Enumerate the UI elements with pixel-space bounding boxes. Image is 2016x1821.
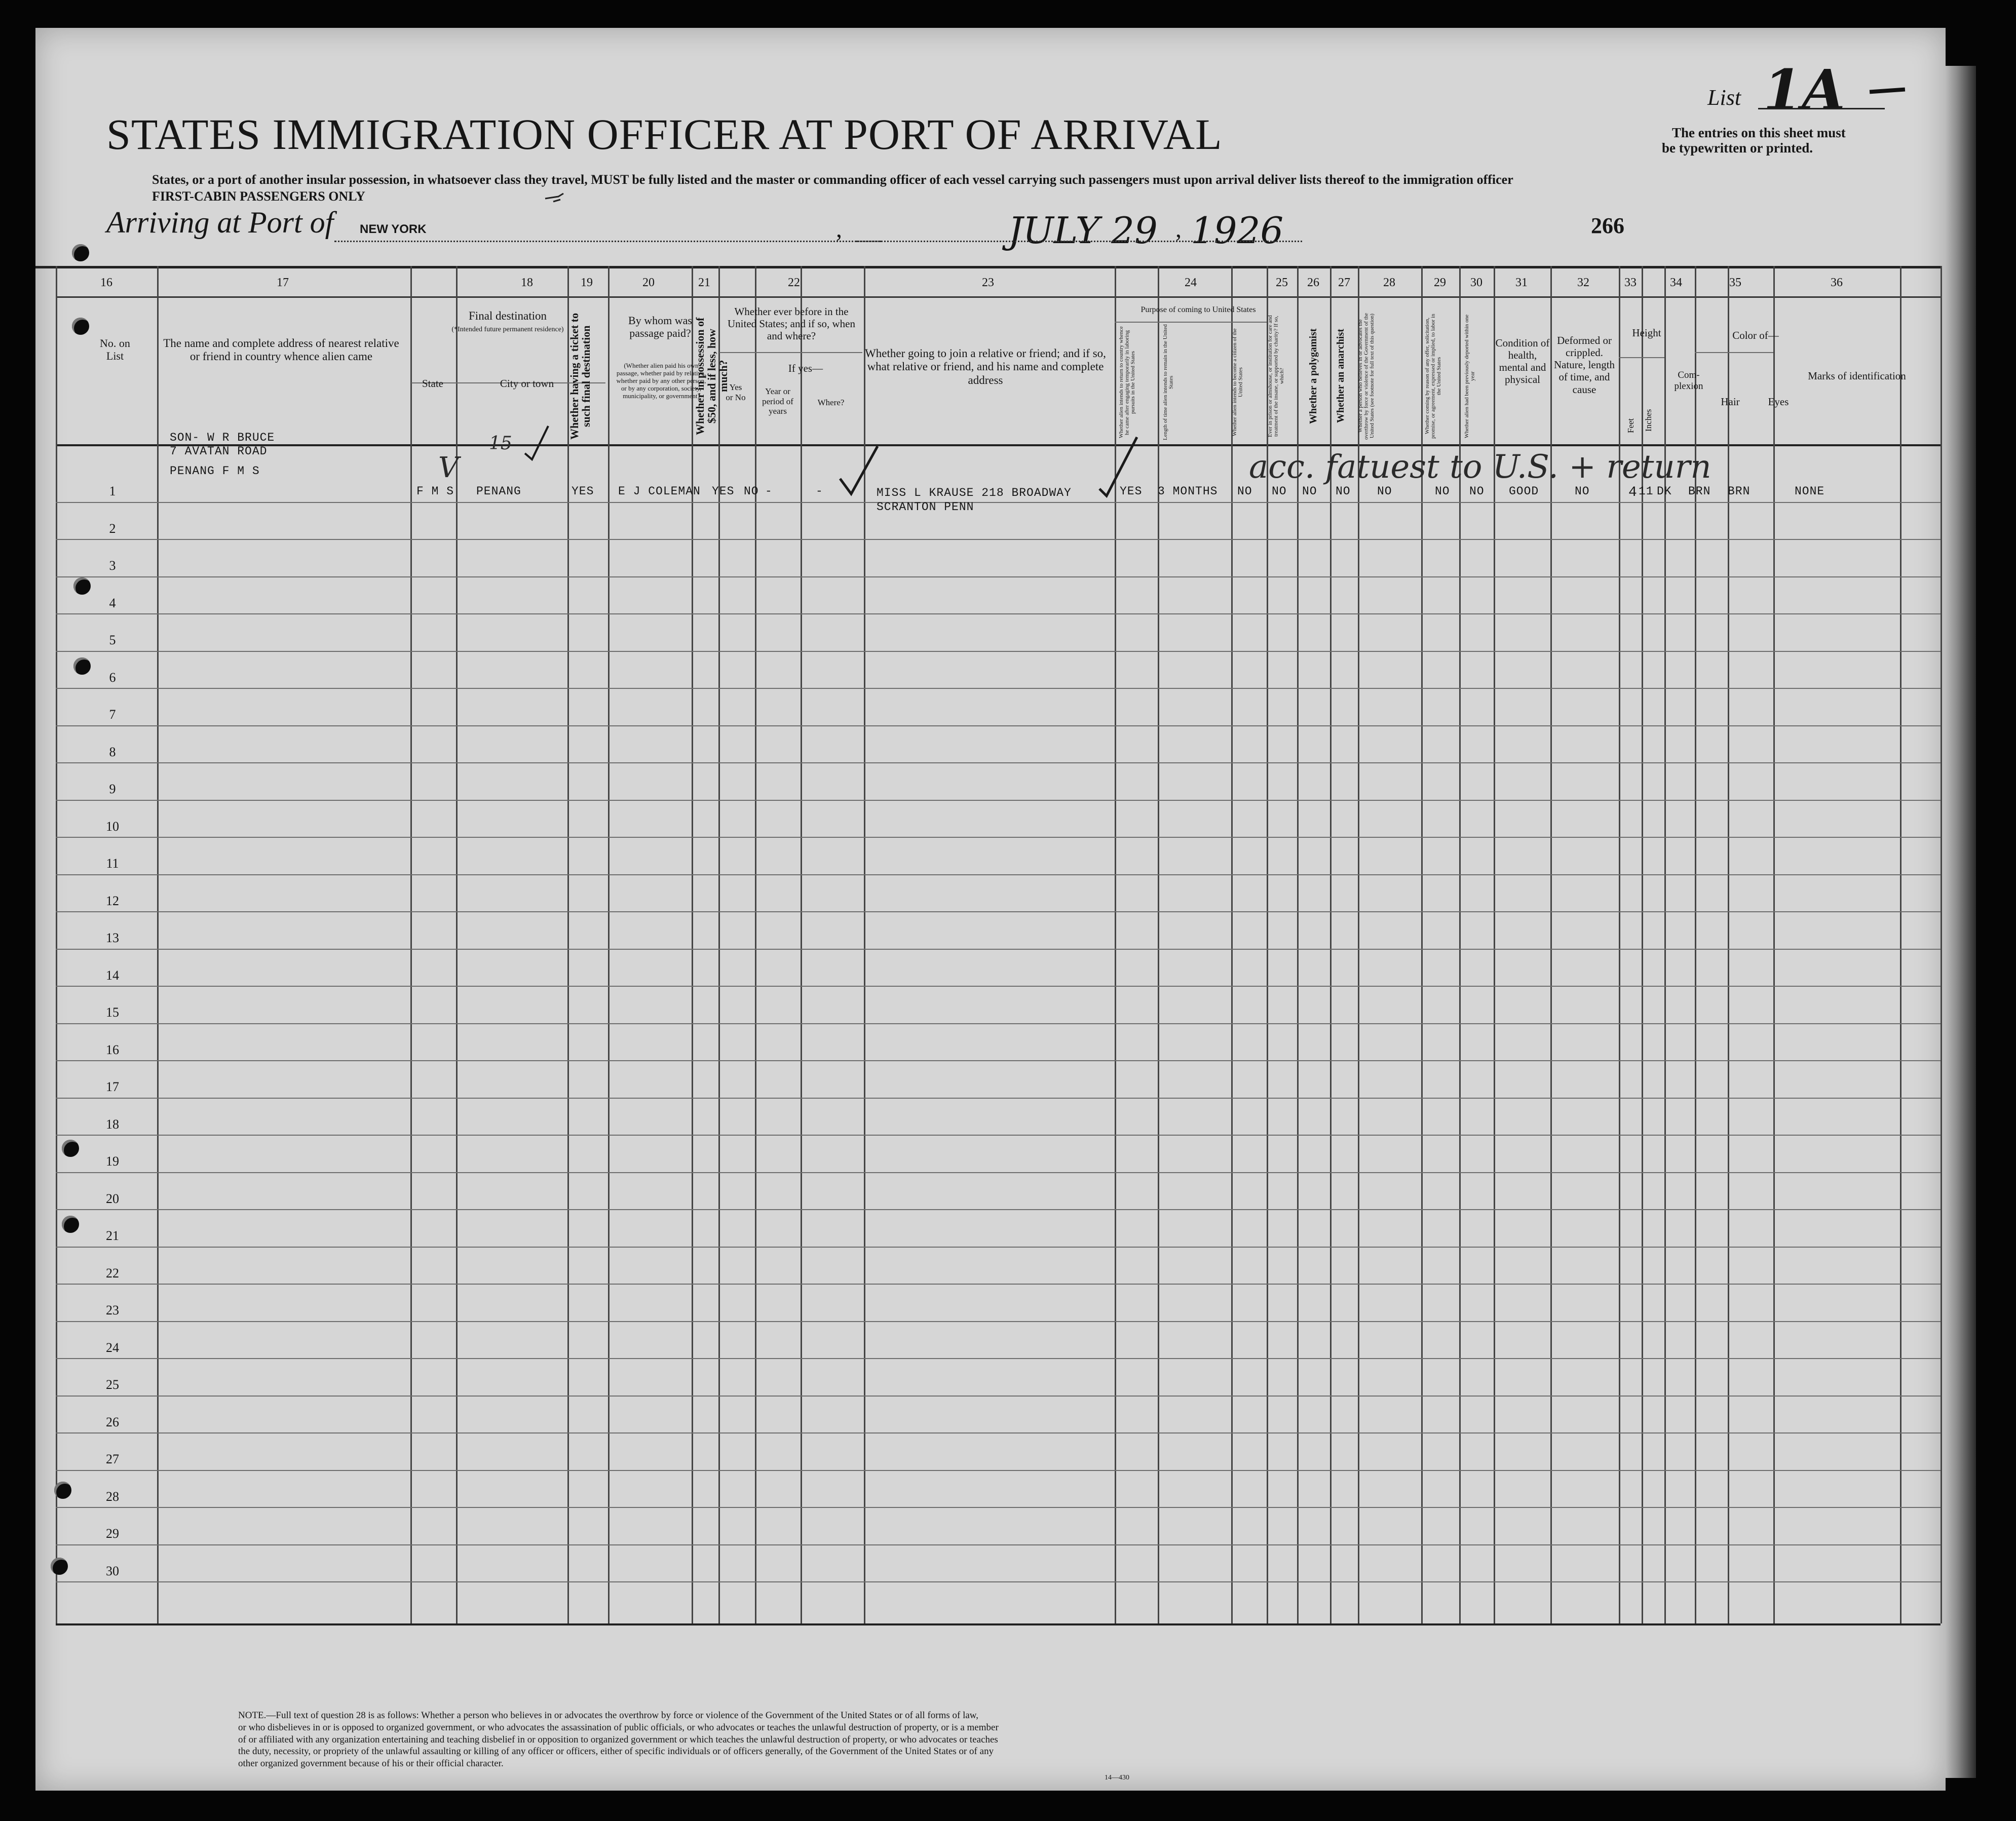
column-number: 34 xyxy=(1670,276,1682,289)
arriving-date: JULY 29 xyxy=(1008,209,1158,252)
row-rule xyxy=(56,949,1941,950)
column-rule xyxy=(1231,266,1233,1623)
footnote-label: NOTE. xyxy=(238,1710,267,1721)
header-ever-before: Whether ever before in the United States; and if so, when and where? xyxy=(728,305,855,342)
punch-hole-icon xyxy=(62,1140,79,1157)
row-rule xyxy=(56,1470,1941,1471)
header-final-destination: Final destination xyxy=(469,309,547,322)
column-number: 36 xyxy=(1831,276,1843,289)
class-line: FIRST-CABIN PASSENGERS ONLY xyxy=(152,189,365,204)
column-number: 19 xyxy=(581,276,593,289)
arriving-port: NEW YORK xyxy=(360,222,427,236)
entry-q29: NO xyxy=(1435,485,1450,498)
header-sub-rule xyxy=(755,352,862,353)
header-sub-rule xyxy=(1115,322,1267,323)
punch-hole-icon xyxy=(51,1558,68,1575)
handwritten-state-mark: V xyxy=(438,451,459,484)
row-number: 15 xyxy=(106,1005,119,1020)
row-rule xyxy=(56,762,1941,763)
row-number: 22 xyxy=(106,1265,119,1281)
header-passage-paid: By whom was passage paid? xyxy=(628,314,692,340)
column-rule xyxy=(608,266,610,1623)
footnote-line-2: or who disbelieves in or is opposed to organized government, or who advocates the assassination of public officials, or who advocates or teaches the unlawful destruction of property, or is a member xyxy=(238,1722,999,1733)
entry-complexion: DK xyxy=(1657,485,1672,498)
row-rule xyxy=(56,688,1941,689)
port-dots xyxy=(334,241,882,242)
header-sub-rule xyxy=(1619,357,1664,358)
row-rule xyxy=(56,837,1941,838)
entry-paid-by: E J COLEMAN xyxy=(618,485,701,498)
header-eyes: Eyes xyxy=(1768,396,1789,408)
colnum-rule xyxy=(56,296,1941,298)
header-deformed: Deformed or crippled. Nature, length of time, and cause xyxy=(1553,334,1615,396)
row-number: 6 xyxy=(109,670,116,685)
tick-mark-icon xyxy=(543,192,568,208)
entry-feet: 4 xyxy=(1628,485,1638,500)
list-number: 1A xyxy=(1763,57,1845,123)
entry-purpose-a: YES xyxy=(1120,485,1143,498)
header-year-period: Year or period of years xyxy=(762,386,793,416)
handwritten-city-mark: 15 xyxy=(489,433,512,454)
row-number: 16 xyxy=(106,1042,119,1057)
manifest-sheet xyxy=(35,28,1946,1791)
header-polygamist: Whether a polygamist xyxy=(1308,328,1319,424)
arriving-label: Arriving at Port of xyxy=(106,206,334,239)
header-if-yes: If yes— xyxy=(788,362,823,374)
row-number: 10 xyxy=(106,819,119,834)
column-rule xyxy=(410,266,412,1623)
header-marks: Marks of identification xyxy=(1808,370,1906,382)
row-number: 13 xyxy=(106,931,119,945)
row-rule xyxy=(56,1023,1941,1024)
column-number: 24 xyxy=(1185,276,1197,289)
footnote-line-5: other organized government because of his or their official character. xyxy=(238,1758,504,1769)
column-rule xyxy=(718,266,720,1623)
entry-length: 3 MONTHS xyxy=(1158,485,1218,498)
header-possession-50: Whether in possession of $50, and if less, how much? xyxy=(694,317,730,435)
row-rule xyxy=(56,800,1941,801)
check-mark-icon xyxy=(1094,433,1143,499)
row-rule xyxy=(56,1135,1941,1136)
entry-join-line1: MISS L KRAUSE 218 BROADWAY xyxy=(877,486,1072,499)
column-number: 32 xyxy=(1577,276,1589,289)
header-city: City or town xyxy=(500,377,554,390)
row-number: 2 xyxy=(109,521,116,536)
row-rule xyxy=(56,651,1941,652)
page-subtitle: States, or a port of another insular possession, in whatsoever class they travel, MUST be fully listed and the master or commanding officer of each vessel carrying such passengers must upon arrival deliver lists thereof to the immigration officer xyxy=(152,172,1513,187)
punch-hole-icon xyxy=(72,318,89,335)
column-number: 33 xyxy=(1624,276,1637,289)
list-label: List xyxy=(1707,85,1741,110)
header-purpose-c: Whether alien intends to become a citizen of the United States xyxy=(1232,328,1244,437)
footnote-line-4: the duty, necessity, or propriety of the unlawful assaulting or killing of any officer or officers, either of specific individuals or of officers generally, of the Government of the United States or of any xyxy=(238,1746,994,1757)
column-number: 29 xyxy=(1434,276,1446,289)
column-rule xyxy=(692,266,693,1623)
row-rule xyxy=(56,1396,1941,1397)
row-rule xyxy=(56,576,1941,577)
column-number: 31 xyxy=(1515,276,1528,289)
handwritten-note: acc. fatuest to U.S. + return xyxy=(1249,448,1711,486)
list-dash xyxy=(1870,88,1905,94)
header-purpose-b: Length of time alien intends to remain in the United States xyxy=(1162,324,1174,441)
entry-q28: NO xyxy=(1377,485,1392,498)
header-complexion: Com-plexion xyxy=(1674,370,1703,392)
column-rule xyxy=(1773,266,1775,1623)
entry-marks: NONE xyxy=(1795,485,1825,498)
row-rule xyxy=(56,1247,1941,1248)
header-state: State xyxy=(422,377,443,390)
header-anarchist: Whether an anarchist xyxy=(1335,329,1346,423)
row-number: 11 xyxy=(106,856,119,871)
header-join-relative: Whether going to join a relative or friend; and if so, what relative or friend, and his name and complete address xyxy=(865,347,1106,386)
row-number: 25 xyxy=(106,1377,119,1392)
row-rule xyxy=(56,1507,1941,1508)
row-rule xyxy=(56,1358,1941,1359)
row-rule xyxy=(56,1209,1941,1210)
row-rule xyxy=(56,613,1941,614)
footnote-line-3: of or affiliated with any organization entertaining and teaching disbelief in or opposition to organized government or which teaches the unlawful destruction of property, or who advocates or teaches xyxy=(238,1734,998,1745)
row-rule xyxy=(56,911,1941,912)
header-q28: Whether a person who believes in or advocates the overthrow by force or violence of the Government of the United States (see footnote for full text of this question) xyxy=(1357,313,1376,440)
entry-where: - xyxy=(816,485,823,498)
row-rule xyxy=(56,1432,1941,1433)
row-rule xyxy=(56,1544,1941,1545)
header-yes-no: Yes or No xyxy=(726,382,746,402)
entry-deformed: NO xyxy=(1575,485,1590,498)
row-number: 21 xyxy=(106,1228,119,1243)
header-passage-paid-note: (Whether alien paid his own passage, whether paid by relative, whether paid by any other person, or by any corporation, society, municipality, or government) xyxy=(616,362,706,400)
punch-hole-icon xyxy=(54,1482,71,1499)
comma-2: , xyxy=(1175,216,1182,243)
form-number: 14—430 xyxy=(1105,1774,1129,1781)
entry-prison: NO xyxy=(1272,485,1287,498)
entry-relative-line2: 7 AVATAN ROAD xyxy=(170,445,268,458)
header-q29: Whether coming by reason of any offer, solicitation, promise, or agreement, expressed or implied, to labor in the United States xyxy=(1424,314,1442,439)
row-number: 5 xyxy=(109,633,116,647)
row-number: 12 xyxy=(106,893,119,908)
column-number: 25 xyxy=(1276,276,1288,289)
column-number: 22 xyxy=(788,276,800,289)
entries-note: The entries on this sheet must xyxy=(1672,125,1846,140)
column-number: 16 xyxy=(100,276,112,289)
footnote-line-1: —Full text of question 28 is as follows: Whether a person who believes in or advocates the overthrow by force or violence of the Government of the United States or of all forms of law, xyxy=(266,1710,979,1721)
punch-hole-icon xyxy=(73,577,91,595)
row-number: 17 xyxy=(106,1079,119,1094)
entry-q30: NO xyxy=(1469,485,1485,498)
header-inches: Inches xyxy=(1644,409,1653,432)
column-rule xyxy=(801,266,802,1623)
list-underline xyxy=(1758,108,1885,109)
column-rule xyxy=(1900,266,1901,1623)
column-number: 35 xyxy=(1729,276,1741,289)
column-rule xyxy=(56,266,57,1623)
punch-hole-icon xyxy=(62,1216,79,1233)
row-number: 14 xyxy=(106,967,119,983)
entries-note-2: be typewritten or printed. xyxy=(1662,140,1813,156)
column-rule xyxy=(1158,266,1159,1623)
row-rule xyxy=(56,1098,1941,1099)
column-rule xyxy=(755,266,756,1623)
column-rule xyxy=(567,266,569,1623)
check-mark-icon xyxy=(836,443,882,499)
entry-anarchist: NO xyxy=(1336,485,1351,498)
entry-relative-line3: PENANG F M S xyxy=(170,464,260,478)
row-rule xyxy=(56,986,1941,987)
row-rule xyxy=(56,539,1941,540)
page-edge-shadow xyxy=(1946,66,1976,1778)
row-rule xyxy=(56,1321,1941,1322)
punch-hole-icon xyxy=(73,657,91,675)
punch-hole-icon xyxy=(72,244,89,261)
table-bottom-rule xyxy=(56,1623,1941,1625)
row-number: 30 xyxy=(106,1563,119,1578)
row-rule xyxy=(56,502,1941,503)
entry-inches: 11 xyxy=(1639,485,1654,498)
entry-hair: BRN xyxy=(1688,485,1711,498)
column-number: 21 xyxy=(698,276,710,289)
entry-city: PENANG xyxy=(476,485,521,498)
column-rule xyxy=(157,266,159,1623)
header-bottom-rule xyxy=(56,444,1941,446)
footnote xyxy=(238,1710,999,1770)
column-number: 23 xyxy=(982,276,994,289)
row-rule xyxy=(56,1581,1941,1582)
header-purpose: Purpose of coming to United States xyxy=(1140,305,1256,314)
row-number: 8 xyxy=(109,744,116,759)
row-number: 1 xyxy=(109,484,116,498)
date-dots xyxy=(856,241,1302,242)
row-number: 9 xyxy=(109,782,116,796)
page-title: STATES IMMIGRATION OFFICER AT PORT OF ARRIVAL xyxy=(106,110,1223,159)
table-top-rule xyxy=(35,266,1941,268)
row-number: 20 xyxy=(106,1191,119,1206)
header-health: Condition of health, mental and physical xyxy=(1495,337,1550,386)
header-height: Height xyxy=(1632,327,1661,339)
entry-relative-line1: SON- W R BRUCE xyxy=(170,431,275,444)
header-q30: Whether alien had been previously deported within one year xyxy=(1464,314,1476,438)
column-rule xyxy=(1941,266,1942,1623)
row-number: 3 xyxy=(109,558,116,573)
entry-ever-before: NO xyxy=(744,485,759,498)
header-where: Where? xyxy=(817,398,845,407)
header-ticket: Whether having a ticket to such final destination xyxy=(568,313,593,440)
row-number: 23 xyxy=(106,1303,119,1318)
entry-polygamist: NO xyxy=(1302,485,1317,498)
column-number: 27 xyxy=(1338,276,1350,289)
entry-eyes: BRN xyxy=(1728,485,1751,498)
row-number: 27 xyxy=(106,1452,119,1466)
column-number: 18 xyxy=(521,276,533,289)
entry-state: F M S xyxy=(416,485,454,498)
column-number: 28 xyxy=(1383,276,1395,289)
column-number: 30 xyxy=(1470,276,1482,289)
row-number: 29 xyxy=(106,1526,119,1541)
row-number: 4 xyxy=(109,595,116,610)
row-rule xyxy=(56,874,1941,875)
row-number: 18 xyxy=(106,1116,119,1132)
row-number: 26 xyxy=(106,1414,119,1429)
column-rule xyxy=(1728,266,1729,1623)
header-sub-rule xyxy=(1695,352,1773,353)
entry-ticket: YES xyxy=(572,485,594,498)
header-relative-address: The name and complete address of nearest relative or friend in country whence alien came xyxy=(163,337,399,363)
row-number: 19 xyxy=(106,1154,119,1169)
comma-1: , xyxy=(836,216,842,243)
entry-possession: YES xyxy=(712,485,735,498)
row-rule xyxy=(56,725,1941,726)
sheet-number: 266 xyxy=(1591,213,1624,238)
header-purpose-a: Whether alien intends to return to country whence he came after engaging temporarily in laboring pursuits in the United States xyxy=(1118,326,1136,439)
header-color-of: Color of— xyxy=(1732,329,1779,341)
header-no-on-list: No. on List xyxy=(100,337,130,363)
column-number: 20 xyxy=(642,276,655,289)
check-mark-icon xyxy=(522,423,552,463)
header-hair: Hair xyxy=(1721,396,1740,408)
header-feet: Feet xyxy=(1626,418,1635,433)
row-rule xyxy=(56,1060,1941,1061)
row-number: 28 xyxy=(106,1489,119,1504)
row-number: 7 xyxy=(109,707,116,722)
arriving-year: 1926 xyxy=(1191,209,1284,252)
row-rule xyxy=(56,1284,1941,1285)
entry-health: GOOD xyxy=(1509,485,1539,498)
entry-join-line2: SCRANTON PENN xyxy=(877,500,974,514)
entry-year-period: - xyxy=(765,485,773,498)
header-final-destination-note: (*Intended future permanent residence) xyxy=(451,326,564,333)
entry-citizen: NO xyxy=(1237,485,1252,498)
row-rule xyxy=(56,1172,1941,1173)
column-number: 26 xyxy=(1307,276,1319,289)
row-number: 24 xyxy=(106,1340,119,1355)
header-prison: Ever in prison or almshouse, or institution for care and treatment of the insane, or supported by charity? If so, which? xyxy=(1267,315,1285,437)
column-number: 17 xyxy=(277,276,289,289)
